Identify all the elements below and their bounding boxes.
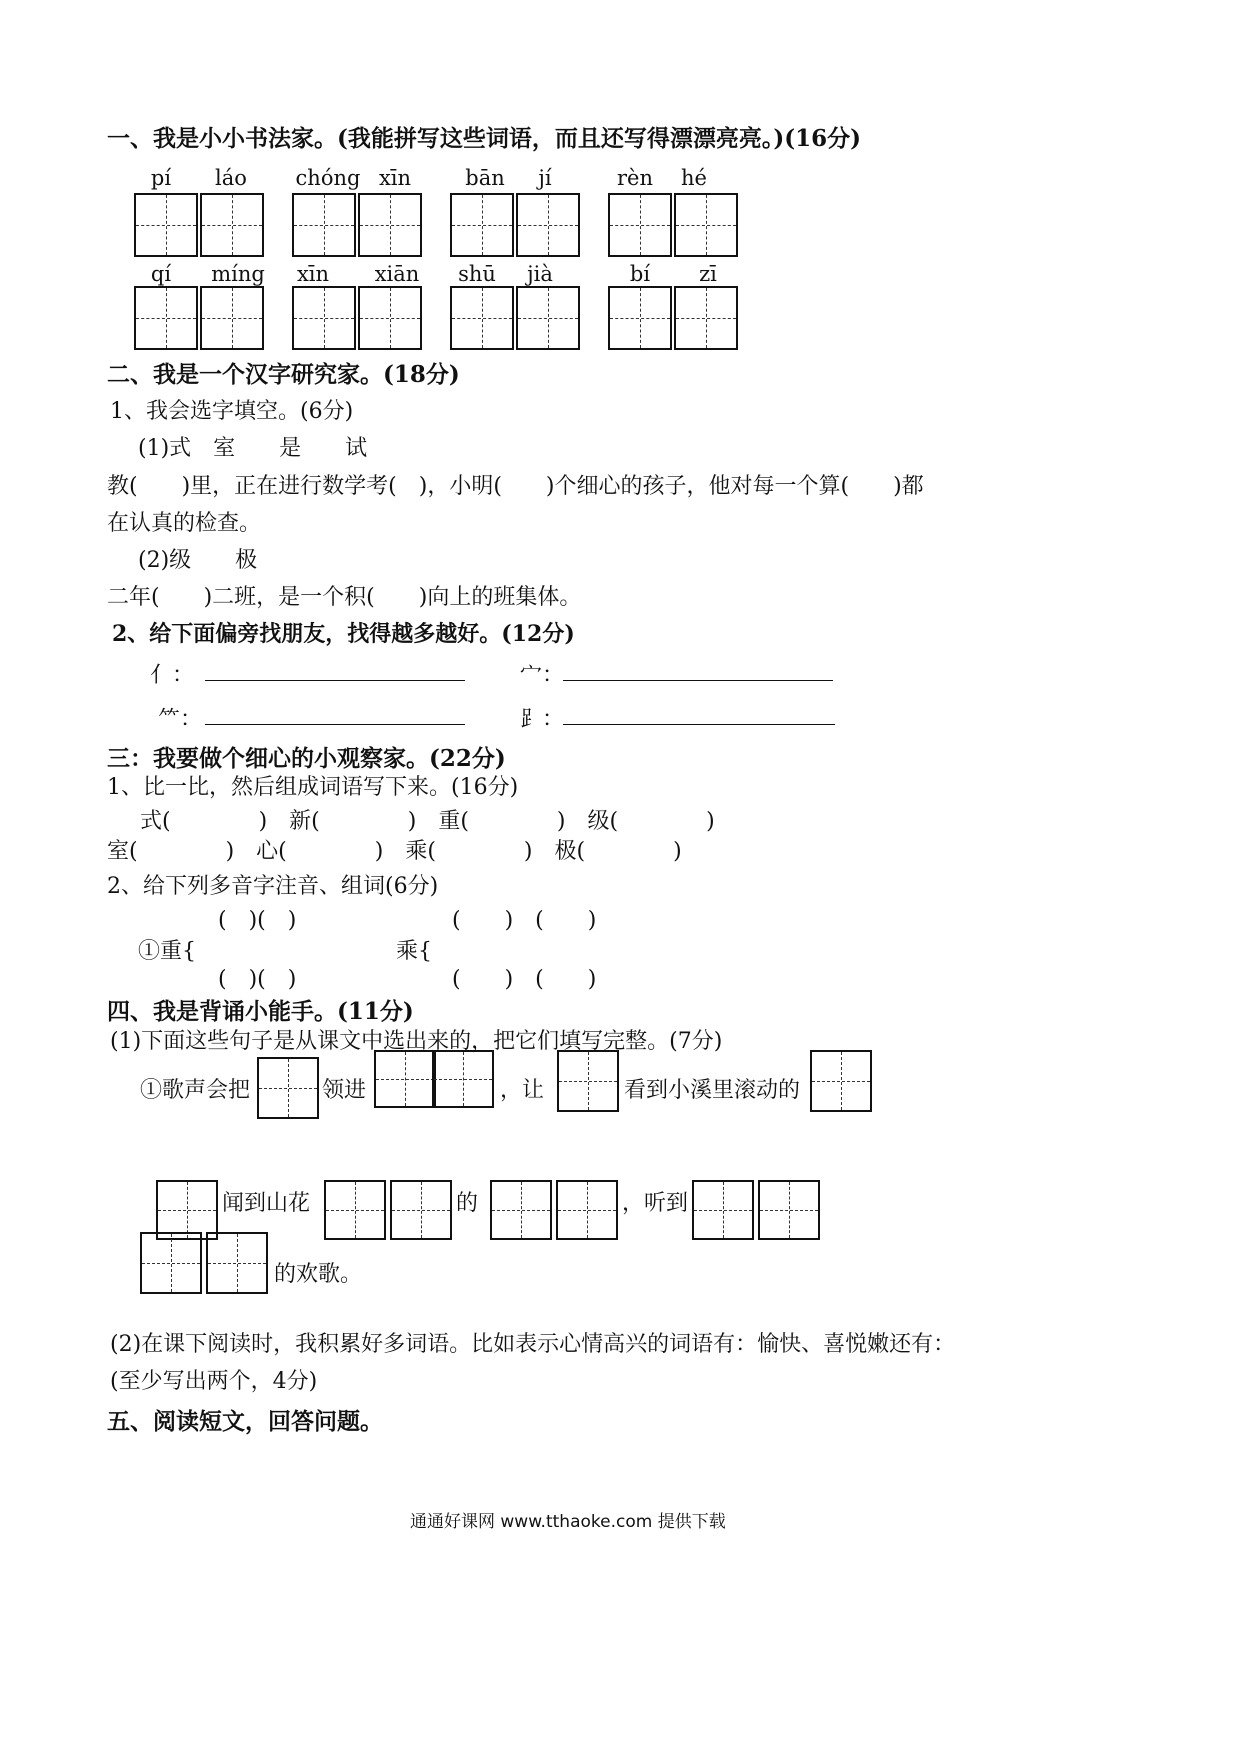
- tian-grid-box[interactable]: [516, 286, 580, 350]
- radical-label: 亻：: [150, 663, 195, 688]
- tian-grid-box[interactable]: [450, 286, 514, 350]
- question-2-2: 2、给下面偏旁找朋友，找得越多越好。(12分): [112, 621, 575, 647]
- fill-sentence-2: 二年( )二班，是一个积( )向上的班集体。: [107, 585, 582, 610]
- pinyin: bān: [465, 166, 505, 190]
- compare-row-2: 室( ) 心( ) 乘( ) 极( ): [107, 839, 682, 864]
- tian-grid-box[interactable]: [358, 286, 422, 350]
- pinyin: xīn: [378, 166, 412, 190]
- pinyin-blank: ( ) ( ): [452, 967, 597, 992]
- radical-label: 宀：: [520, 663, 565, 688]
- tian-grid-box[interactable]: [206, 1232, 268, 1294]
- pinyin: shū: [458, 262, 496, 286]
- section4-title: 四、我是背诵小能手。(11分): [107, 998, 414, 1025]
- footer-credit: 通通好课网 www.tthaoke.com 提供下载: [410, 1512, 726, 1532]
- tian-grid-box[interactable]: [292, 286, 356, 350]
- question-4-2: (2)在课下阅读时，我积累好多词语。比如表示心情高兴的词语有：愉快、喜悦嫩还有：: [110, 1332, 956, 1357]
- recite-text: 的: [456, 1191, 479, 1216]
- question-2-1: 1、我会选字填空。(6分): [110, 399, 354, 424]
- polyphone-cheng: 乘{: [396, 939, 432, 964]
- tian-grid-box[interactable]: [674, 193, 738, 257]
- question-3-1: 1、比一比，然后组成词语写下来。(16分): [107, 775, 519, 800]
- tian-grid-box[interactable]: [390, 1180, 452, 1240]
- pinyin: míng: [211, 262, 265, 286]
- tian-grid-box[interactable]: [557, 1050, 619, 1112]
- tian-grid-box[interactable]: [674, 286, 738, 350]
- pinyin: qí: [150, 262, 172, 286]
- tian-grid-box[interactable]: [140, 1232, 202, 1294]
- tian-grid-box[interactable]: [374, 1050, 436, 1108]
- pinyin: bí: [629, 262, 651, 286]
- answer-line[interactable]: [563, 680, 833, 681]
- recite-text: ，听到: [622, 1191, 689, 1216]
- tian-grid-box[interactable]: [432, 1050, 494, 1108]
- tian-grid-box[interactable]: [257, 1057, 319, 1119]
- tian-grid-box[interactable]: [134, 193, 198, 257]
- tian-grid-box[interactable]: [292, 193, 356, 257]
- recite-text: 领进: [322, 1078, 367, 1103]
- pinyin-blank: ( )( ): [218, 908, 297, 933]
- pinyin: xīn: [296, 262, 330, 286]
- tian-grid-box[interactable]: [200, 193, 264, 257]
- tian-grid-box[interactable]: [156, 1180, 218, 1240]
- recite-text: 闻到山花: [222, 1191, 311, 1216]
- fill-sentence-1: 教( )里，正在进行数学考( )，小明( )个细心的孩子，他对每一个算( )都: [107, 474, 924, 499]
- tian-grid-box[interactable]: [692, 1180, 754, 1240]
- pinyin: hé: [681, 166, 707, 190]
- compare-row-1: 式( ) 新( ) 重( ) 级( ): [140, 809, 715, 834]
- pinyin: rèn: [617, 166, 653, 190]
- tian-grid-box[interactable]: [810, 1050, 872, 1112]
- tian-grid-box[interactable]: [556, 1180, 618, 1240]
- tian-grid-box[interactable]: [758, 1180, 820, 1240]
- pinyin: xiān: [374, 262, 420, 286]
- choice-chars-2: (2)级 极: [138, 548, 258, 573]
- tian-grid-box[interactable]: [134, 286, 198, 350]
- section2-title: 二、我是一个汉字研究家。(18分): [107, 361, 460, 388]
- recite-text: ①歌声会把: [140, 1078, 251, 1103]
- polyphone-zhong: ①重{: [138, 939, 196, 964]
- pinyin: chóng: [295, 166, 361, 190]
- radical-label: ⻊：: [520, 707, 565, 732]
- question-3-2: 2、给下列多音字注音、组词(6分): [107, 874, 439, 899]
- answer-line[interactable]: [205, 680, 465, 681]
- recite-text: 的欢歌。: [274, 1262, 363, 1287]
- tian-grid-box[interactable]: [450, 193, 514, 257]
- radical-label: ⺮：: [158, 707, 203, 732]
- question-4-2-cont: (至少写出两个，4分): [110, 1369, 318, 1394]
- tian-grid-box[interactable]: [358, 193, 422, 257]
- tian-grid-box[interactable]: [516, 193, 580, 257]
- recite-text: ，让: [500, 1078, 545, 1103]
- tian-grid-box[interactable]: [200, 286, 264, 350]
- answer-line[interactable]: [563, 724, 835, 725]
- pinyin-blank: ( ) ( ): [452, 908, 597, 933]
- section3-title: 三：我要做个细心的小观察家。(22分): [107, 745, 506, 772]
- pinyin: jí: [538, 166, 552, 190]
- tian-grid-box[interactable]: [324, 1180, 386, 1240]
- fill-sentence-1-cont: 在认真的检查。: [107, 511, 262, 536]
- tian-grid-box[interactable]: [608, 286, 672, 350]
- choice-chars-1: (1)式 室 是 试: [138, 436, 368, 461]
- section5-title: 五、阅读短文，回答问题。: [107, 1408, 383, 1435]
- pinyin: láo: [215, 166, 247, 190]
- pinyin: zī: [699, 262, 717, 286]
- recite-text: 看到小溪里滚动的: [624, 1078, 801, 1103]
- pinyin: jià: [527, 262, 553, 286]
- tian-grid-box[interactable]: [608, 193, 672, 257]
- pinyin-blank: ( )( ): [218, 967, 297, 992]
- pinyin: pí: [150, 166, 172, 190]
- question-4-1: (1)下面这些句子是从课文中选出来的，把它们填写完整。(7分): [110, 1029, 723, 1054]
- tian-grid-box[interactable]: [490, 1180, 552, 1240]
- answer-line[interactable]: [205, 724, 465, 725]
- section1-title: 一、我是小小书法家。(我能拼写这些词语，而且还写得漂漂亮亮。)(16分): [107, 125, 862, 152]
